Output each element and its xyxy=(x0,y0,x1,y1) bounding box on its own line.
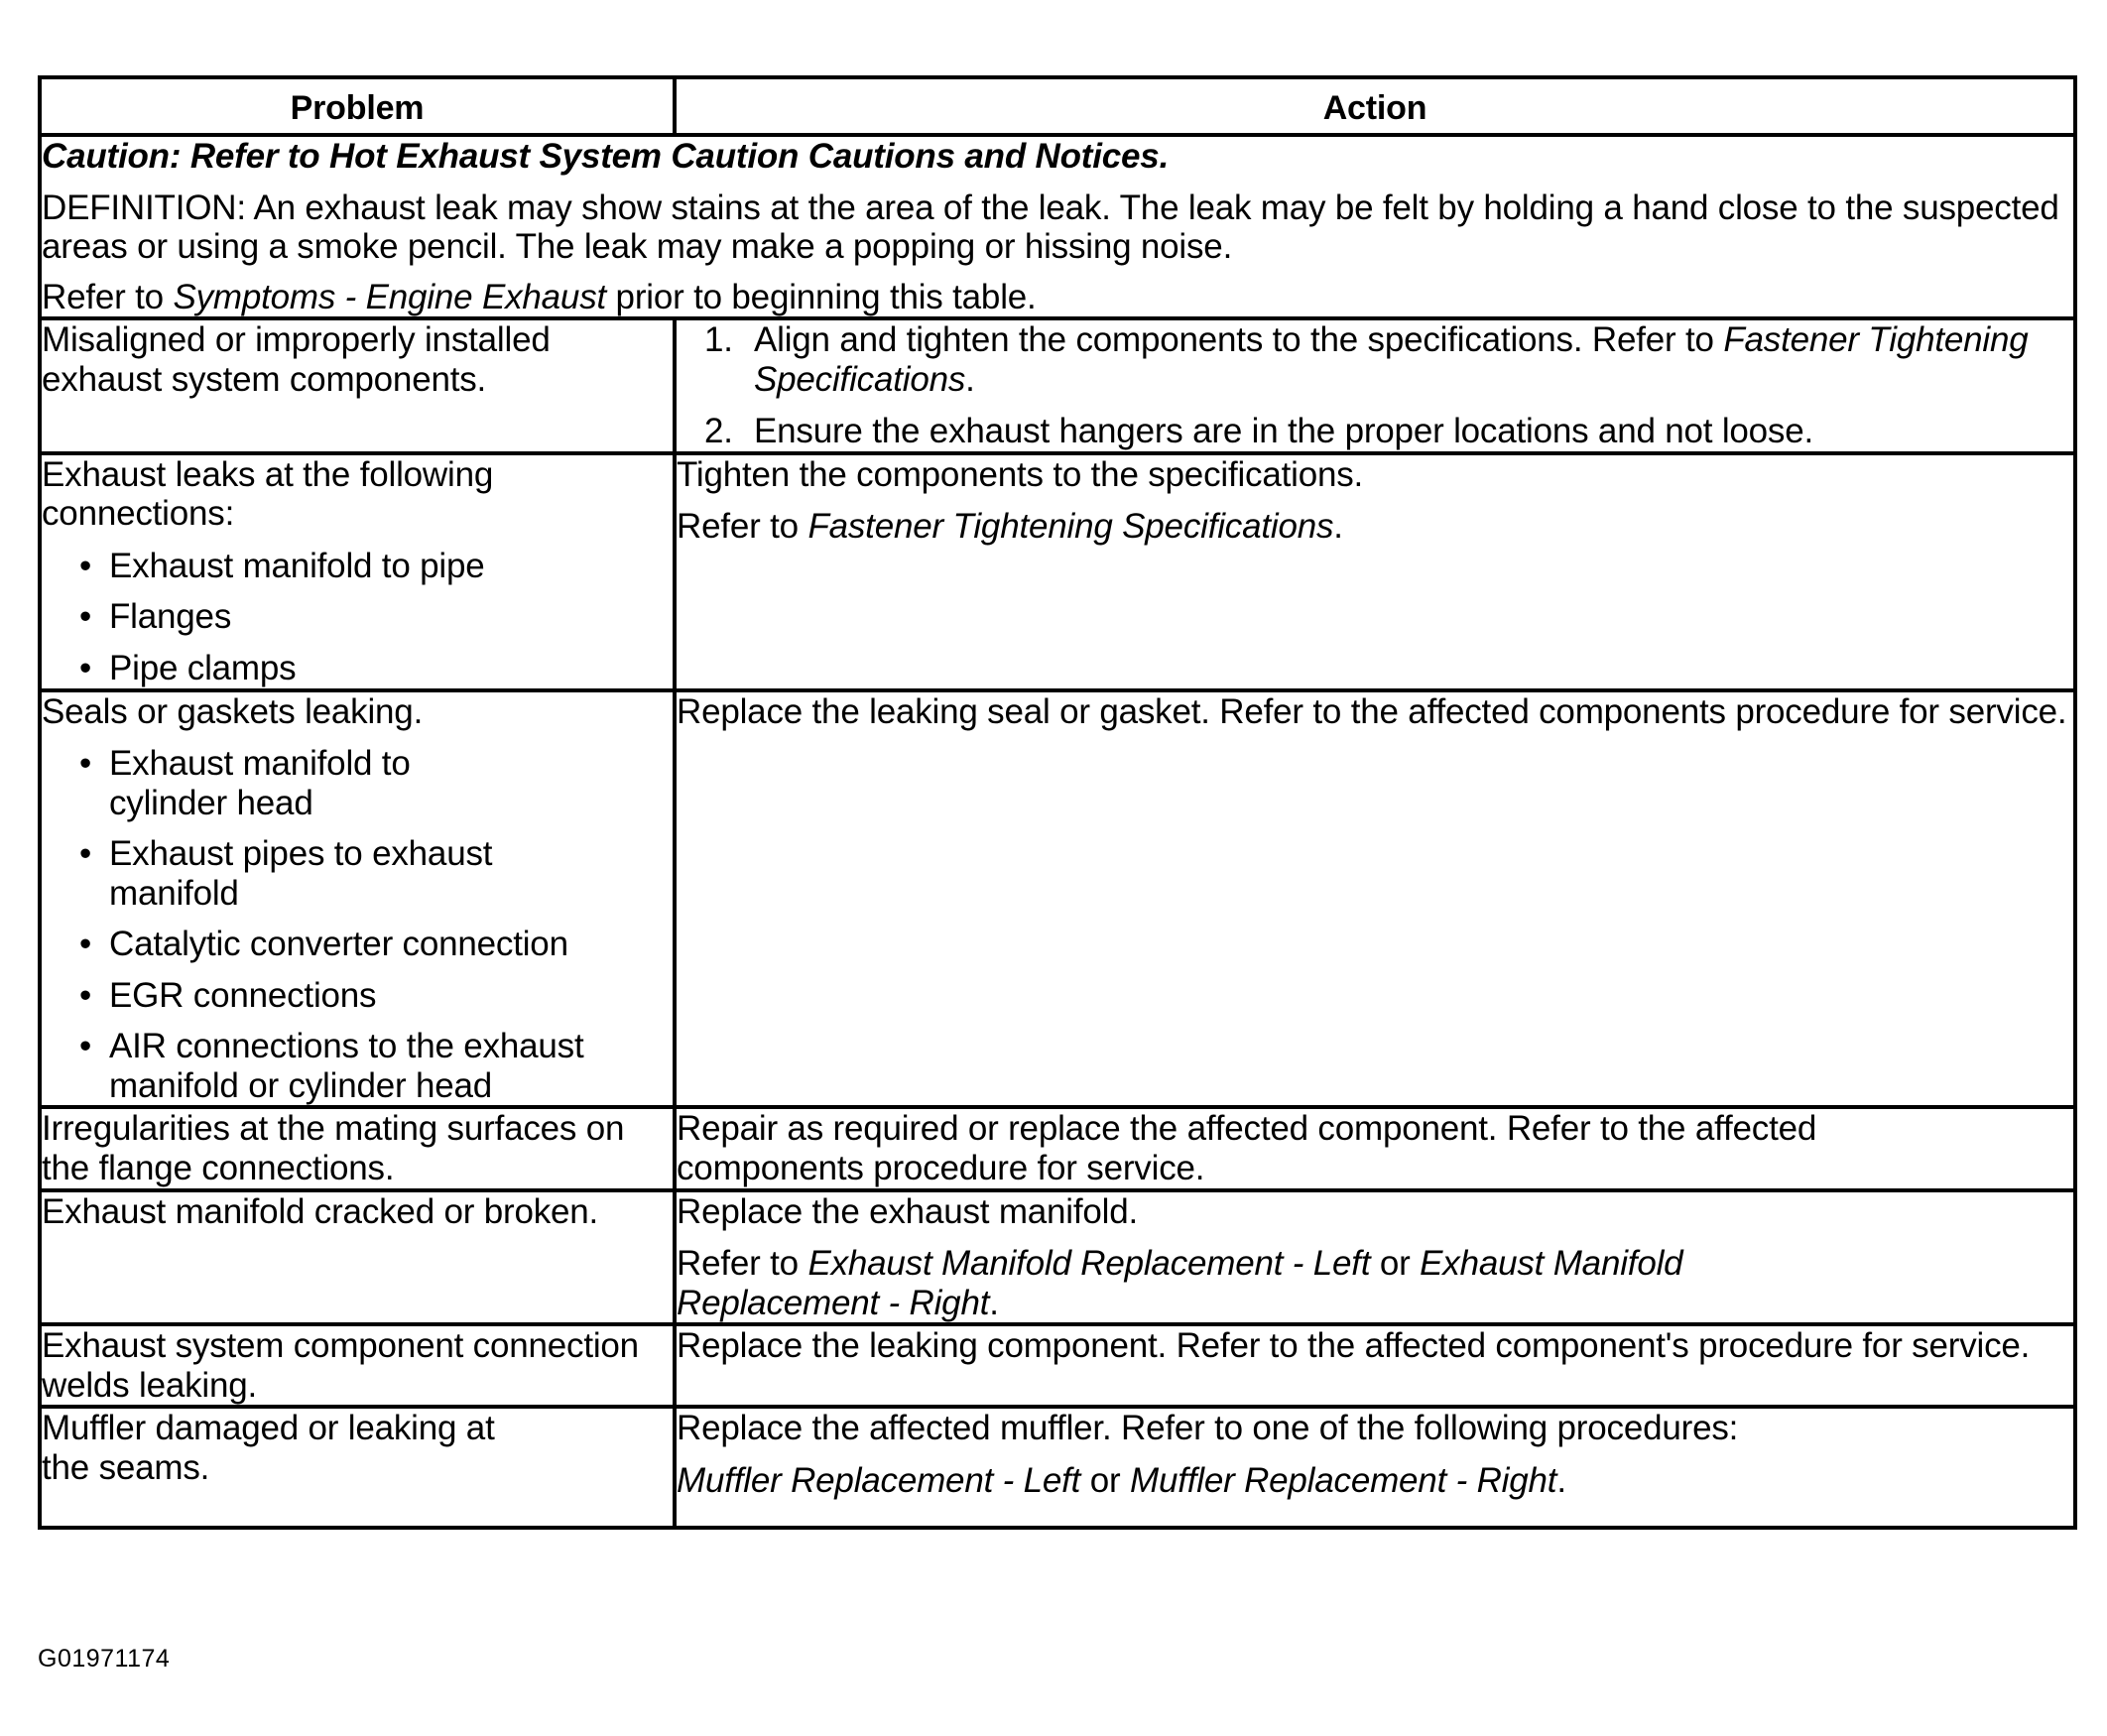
action-cell xyxy=(675,690,2075,1108)
action-text: Repair as required or replace the affected component. Refer to the affected components procedure for service. xyxy=(677,1109,1817,1188)
step-suffix: . xyxy=(965,359,975,399)
refer-prefix: Refer to xyxy=(677,1244,808,1284)
refer-line xyxy=(42,278,2073,317)
step-text: Ensure the exhaust hangers are in the proper locations and not loose. xyxy=(754,412,1814,451)
action-text: Replace the exhaust manifold. xyxy=(677,1191,1139,1231)
refer-prefix: Refer to xyxy=(677,507,808,547)
action-text: Replace the leaking component. Refer to the affected component's procedure for service. xyxy=(677,1326,2031,1366)
refer-suffix: . xyxy=(1556,1460,1566,1500)
action-cell xyxy=(675,1107,2075,1189)
problem-bullets xyxy=(42,744,673,1105)
action-cell xyxy=(675,1407,2075,1528)
header-row xyxy=(40,77,2075,135)
refer-suffix: . xyxy=(989,1283,999,1322)
refer-or: or xyxy=(1080,1460,1130,1500)
bullet-item: • Exhaust manifold to pipe xyxy=(79,547,673,586)
muffler-right-link[interactable]: Muffler Replacement - Right xyxy=(1129,1460,1557,1500)
diagnostic-table xyxy=(38,75,2077,1530)
action-step xyxy=(754,320,2073,399)
action-text: Replace the leaking seal or gasket. Refer to the affected components procedure for service. xyxy=(677,691,2067,731)
problem-cell xyxy=(40,1107,675,1189)
problem-text: Seals or gaskets leaking. xyxy=(42,691,424,731)
table-row xyxy=(40,690,2075,1108)
table-row xyxy=(40,1407,2075,1528)
problem-text: Irregularities at the mating surfaces on the flange connections. xyxy=(42,1109,625,1188)
bullet-item: • Catalytic converter connection xyxy=(79,925,673,964)
action-cell xyxy=(675,453,2075,690)
muffler-left-link[interactable]: Muffler Replacement - Left xyxy=(677,1460,1081,1500)
problem-text: Misaligned or improperly installed exhaust system components. xyxy=(42,320,551,399)
figure-code: G01971174 xyxy=(38,1645,171,1673)
problem-cell xyxy=(40,690,675,1108)
refer-line xyxy=(677,507,2073,547)
fastener-spec-link[interactable]: Fastener Tightening Specifications xyxy=(754,320,2029,399)
problem-text: Exhaust system component connection welds leaking. xyxy=(42,1326,639,1405)
bullet-item: • Exhaust pipes to exhaust manifold xyxy=(79,834,526,913)
action-cell xyxy=(675,1324,2075,1407)
problem-text: Exhaust manifold cracked or broken. xyxy=(42,1191,599,1231)
problem-text: Muffler damaged or leaking at the seams. xyxy=(42,1409,495,1487)
refer-line xyxy=(677,1461,2073,1501)
step-text: Align and tighten the components to the specifications. Refer to xyxy=(754,320,1724,360)
refer-prefix: Refer to xyxy=(42,277,174,316)
definition-text: DEFINITION: An exhaust leak may show stains at the area of the leak. The leak may be felt by holding a hand close to the suspected areas or using a smoke pencil. The leak may make a popping or hissing noise. xyxy=(42,187,2059,267)
notice-row xyxy=(40,135,2075,318)
bullet-item: • Exhaust manifold to cylinder head xyxy=(79,744,436,822)
problem-bullets xyxy=(42,547,673,688)
action-step xyxy=(754,412,2073,451)
action-steps xyxy=(677,320,2073,451)
symptoms-link[interactable]: Symptoms - Engine Exhaust xyxy=(173,277,607,316)
problem-text: Exhaust leaks at the following connections: xyxy=(42,454,494,534)
problem-cell xyxy=(40,1407,675,1528)
refer-suffix: prior to beginning this table. xyxy=(606,277,1037,316)
problem-cell xyxy=(40,1190,675,1325)
bullet-item: • EGR connections xyxy=(79,976,673,1016)
action-text: Replace the affected muffler. Refer to one of the following procedures: xyxy=(677,1409,1739,1448)
table-row xyxy=(40,318,2075,453)
table-row xyxy=(40,1190,2075,1325)
problem-cell xyxy=(40,1324,675,1407)
refer-line xyxy=(677,1244,1807,1322)
action-cell xyxy=(675,318,2075,453)
problem-cell xyxy=(40,318,675,453)
refer-or: or xyxy=(1370,1244,1421,1284)
action-text: Tighten the components to the specifications. xyxy=(677,454,1364,494)
notice-cell xyxy=(40,135,2075,318)
fastener-spec-link[interactable]: Fastener Tightening Specifications xyxy=(807,507,1334,547)
bullet-item: • Flanges xyxy=(79,597,673,637)
bullet-item: • AIR connections to the exhaust manifold or cylinder head xyxy=(79,1027,673,1105)
problem-cell xyxy=(40,453,675,690)
refer-suffix: . xyxy=(1333,507,1343,547)
table-row xyxy=(40,1107,2075,1189)
problem-column-header: Problem xyxy=(40,77,675,135)
action-column-header: Action xyxy=(675,77,2075,135)
manifold-left-link[interactable]: Exhaust Manifold Replacement - Left xyxy=(807,1244,1371,1284)
action-cell xyxy=(675,1190,2075,1325)
caution-text: Caution: Refer to Hot Exhaust System Caution Cautions and Notices. xyxy=(42,137,1170,176)
table-row xyxy=(40,1324,2075,1407)
bullet-item: • Pipe clamps xyxy=(79,649,673,688)
table-row xyxy=(40,453,2075,690)
manifold-right-link[interactable]: Exhaust Manifold Replacement - Right xyxy=(677,1244,1683,1322)
